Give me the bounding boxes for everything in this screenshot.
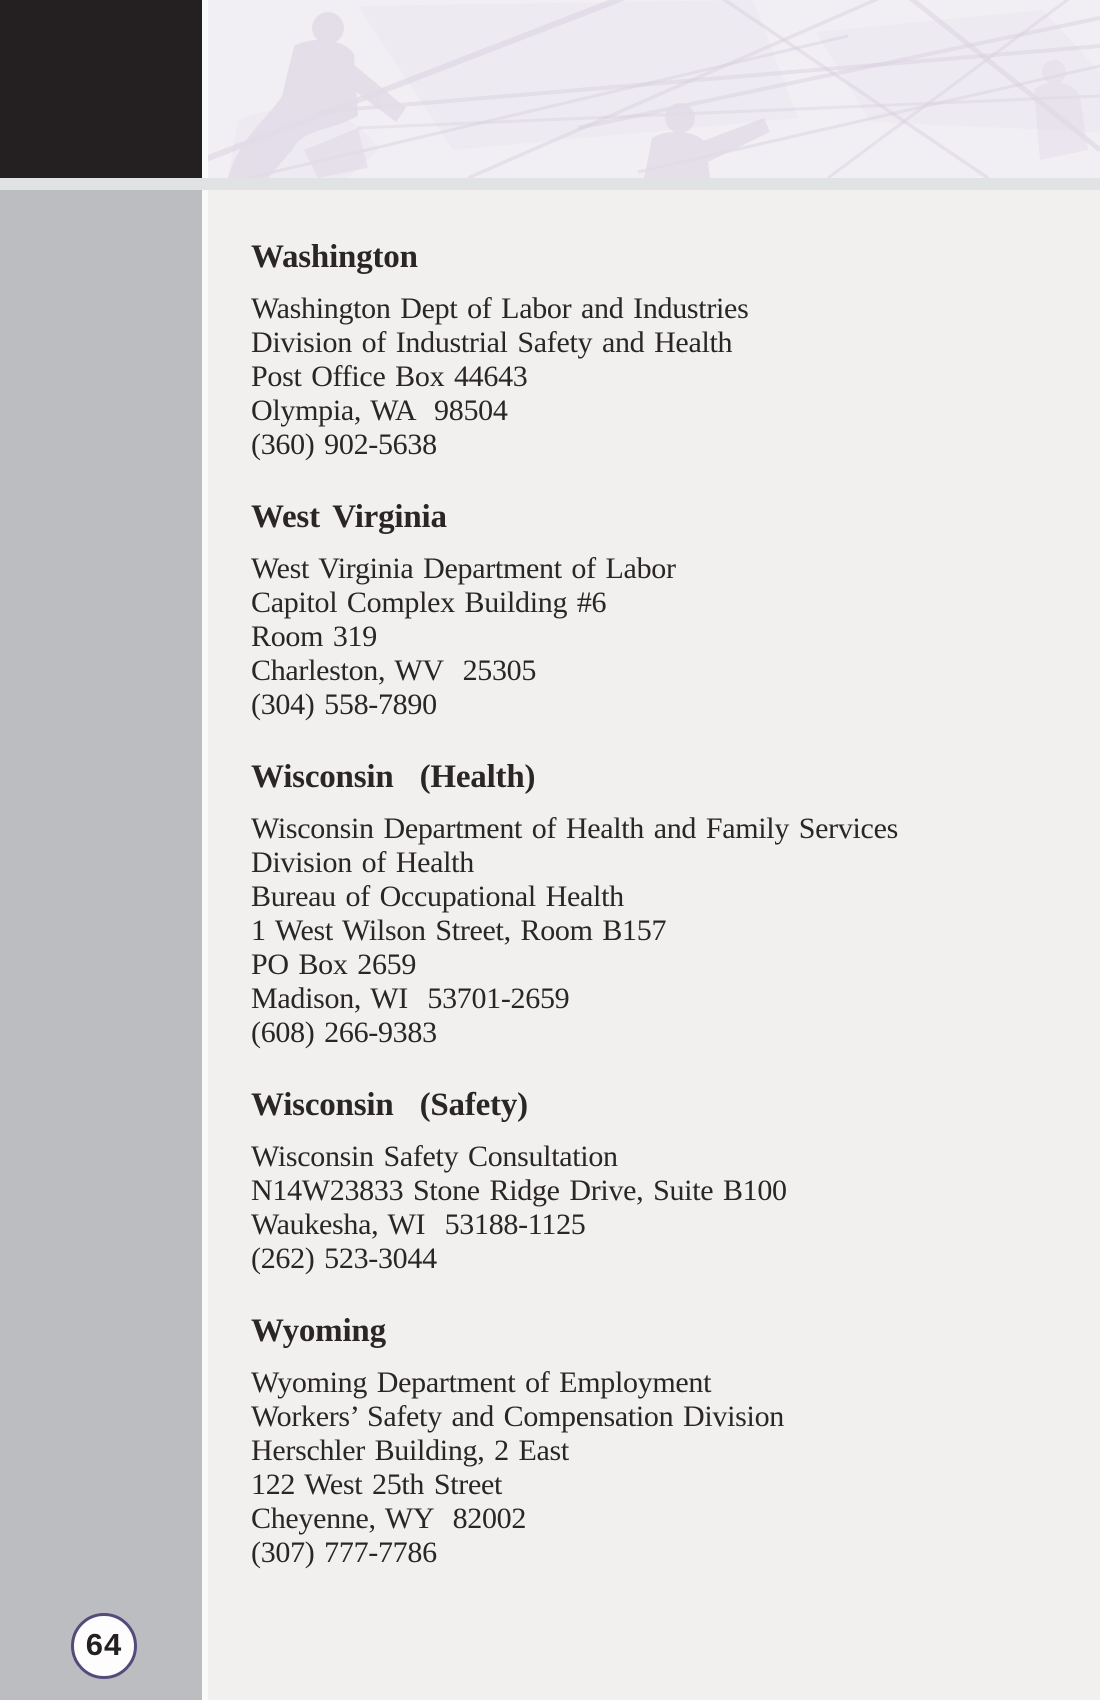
address-line: Workers’ Safety and Compensation Division bbox=[251, 1400, 784, 1433]
header-watermark-image bbox=[208, 0, 1100, 178]
address-line: Cheyenne, WY 82002 bbox=[251, 1502, 527, 1535]
section-heading: Wisconsin (Safety) bbox=[251, 1087, 528, 1123]
sidebar-column bbox=[0, 190, 202, 1700]
address-line: Room 319 bbox=[251, 620, 377, 653]
address-line: (608) 266-9383 bbox=[251, 1016, 437, 1049]
address-line: Herschler Building, 2 East bbox=[251, 1434, 569, 1467]
address-line: Waukesha, WI 53188-1125 bbox=[251, 1208, 586, 1241]
address-line: (360) 902-5638 bbox=[251, 428, 437, 461]
address-line: Charleston, WV 25305 bbox=[251, 654, 537, 687]
address-line: Division of Industrial Safety and Health bbox=[251, 326, 733, 359]
directory-section-wyoming bbox=[251, 1312, 1076, 1570]
address-line: (304) 558-7890 bbox=[251, 688, 437, 721]
directory-section-west-virginia bbox=[251, 498, 1076, 722]
address-line: Capitol Complex Building #6 bbox=[251, 586, 607, 619]
directory-content bbox=[208, 190, 1100, 1700]
address-line: PO Box 2659 bbox=[251, 948, 417, 981]
address-line: Wisconsin Department of Health and Family Services bbox=[251, 812, 898, 845]
directory-section-washington bbox=[251, 238, 1076, 462]
address-line: Wisconsin Safety Consultation bbox=[251, 1140, 618, 1173]
divider-strip bbox=[0, 178, 1100, 190]
page-number-badge bbox=[71, 1613, 137, 1679]
address-line: N14W23833 Stone Ridge Drive, Suite B100 bbox=[251, 1174, 787, 1207]
address-line: 1 West Wilson Street, Room B157 bbox=[251, 914, 667, 947]
address-line: Washington Dept of Labor and Industries bbox=[251, 292, 749, 325]
directory-section-wisconsin-health bbox=[251, 758, 1076, 1050]
address-line: (262) 523-3044 bbox=[251, 1242, 437, 1275]
address-line: 122 West 25th Street bbox=[251, 1468, 503, 1501]
directory-section-wisconsin-safety bbox=[251, 1086, 1076, 1276]
address-line: Madison, WI 53701-2659 bbox=[251, 982, 570, 1015]
address-line: (307) 777-7786 bbox=[251, 1536, 437, 1569]
section-heading: Wyoming bbox=[251, 1313, 386, 1349]
body-band bbox=[0, 190, 1100, 1700]
address-line: Division of Health bbox=[251, 846, 474, 879]
black-corner-block bbox=[0, 0, 202, 178]
address-line: Post Office Box 44643 bbox=[251, 360, 528, 393]
header-band bbox=[0, 0, 1100, 178]
section-heading: West Virginia bbox=[251, 499, 447, 535]
page-number: 64 bbox=[85, 1627, 123, 1662]
linemen-watermark-graphic bbox=[208, 0, 1100, 178]
section-heading: Washington bbox=[251, 239, 418, 275]
section-heading: Wisconsin (Health) bbox=[251, 759, 536, 795]
address-line: Wyoming Department of Employment bbox=[251, 1366, 712, 1399]
address-line: Bureau of Occupational Health bbox=[251, 880, 624, 913]
address-line: West Virginia Department of Labor bbox=[251, 552, 676, 585]
address-line: Olympia, WA 98504 bbox=[251, 394, 508, 427]
